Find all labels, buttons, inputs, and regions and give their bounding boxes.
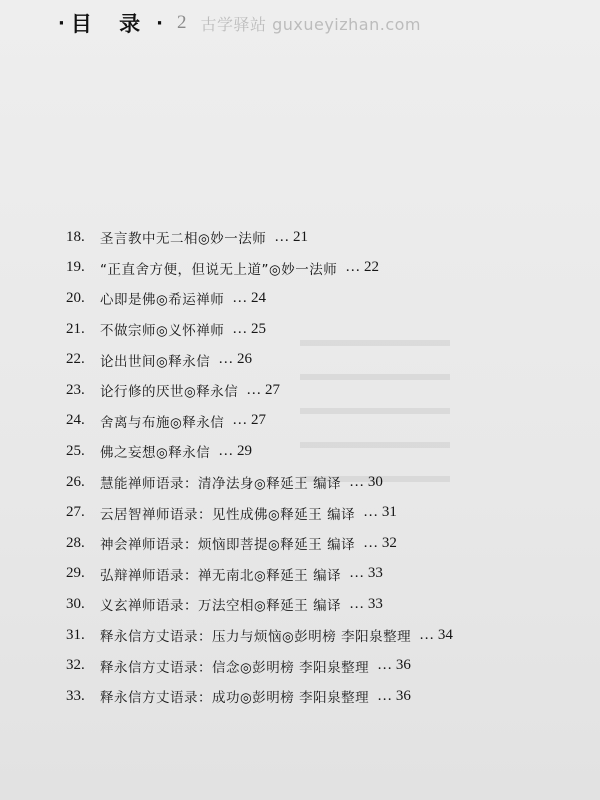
toc-entry[interactable] <box>66 528 566 559</box>
toc-entry-title: 论出世间◎释永信 <box>100 353 211 370</box>
toc-entry[interactable] <box>66 406 566 437</box>
toc-entry-title: 佛之妄想◎释永信 <box>100 445 211 462</box>
page-header <box>58 6 421 40</box>
toc-entry-page: … 29 <box>218 442 253 459</box>
toc-entry-page: … 22 <box>345 259 380 276</box>
toc-entry-title: 圣言教中无二相◎妙一法师 <box>100 231 267 248</box>
toc-entry-number: 23. <box>66 381 85 398</box>
toc-entry-title: 释永信方丈语录：压力与烦恼◎彭明榜 李阳泉整理 <box>100 629 412 646</box>
toc-entry-title: 神会禅师语录：烦恼即菩提◎释延王 编译 <box>100 537 356 554</box>
toc-entry-title: 舍离与布施◎释永信 <box>100 414 225 431</box>
toc-entry-number: 32. <box>66 657 85 674</box>
toc-entry[interactable] <box>66 222 566 253</box>
toc-entry-number: 20. <box>66 289 85 306</box>
toc-entry[interactable] <box>66 314 566 345</box>
toc-entry-page: … 36 <box>377 657 411 674</box>
header-bullet-left: · <box>58 12 65 34</box>
toc-entry-title: 慧能禅师语录：清净法身◎释延王 编译 <box>100 476 342 493</box>
toc-entry-number: 27. <box>66 504 85 521</box>
toc-entry-page: … 30 <box>349 473 383 490</box>
toc-entry-page: … 33 <box>349 595 383 612</box>
toc-entry-number: 19. <box>66 259 85 276</box>
toc-entry[interactable] <box>66 283 566 314</box>
toc-entry-title: 释永信方丈语录：信念◎彭明榜 李阳泉整理 <box>100 659 370 676</box>
toc-entry[interactable] <box>66 497 566 528</box>
toc-entry-number: 31. <box>66 626 85 643</box>
toc-entry-title: 论行修的厌世◎释永信 <box>100 384 239 401</box>
toc-entry-number: 22. <box>66 351 85 368</box>
toc-entry-page: … 24 <box>232 289 267 306</box>
toc-entry-title: 不做宗师◎义怀禅师 <box>100 323 225 340</box>
header-bullet-right: · <box>156 12 163 34</box>
toc-entry[interactable] <box>66 375 566 406</box>
toc-entry-page: … 32 <box>363 534 397 551</box>
toc-entry[interactable] <box>66 589 566 620</box>
toc-entry-page: … 27 <box>232 412 267 429</box>
toc-entry[interactable] <box>66 650 566 681</box>
toc-entry-page: … 36 <box>377 687 411 704</box>
toc-entry-title: 释永信方丈语录：成功◎彭明榜 李阳泉整理 <box>100 690 370 707</box>
site-watermark: 古学驿站 guxueyizhan.com <box>200 14 421 34</box>
toc-entry-number: 33. <box>66 687 85 704</box>
table-of-contents <box>66 222 566 712</box>
toc-entry[interactable] <box>66 559 566 590</box>
toc-entry-title: 云居智禅师语录：见性成佛◎释延王 编译 <box>100 506 356 523</box>
toc-entry-title: 弘辩禅师语录：禅无南北◎释延王 编译 <box>100 567 342 584</box>
toc-entry[interactable] <box>66 436 566 467</box>
toc-entry[interactable] <box>66 253 566 284</box>
toc-entry-page: … 21 <box>274 228 309 245</box>
toc-entry-title: 义玄禅师语录：万法空相◎释延王 编译 <box>100 598 342 615</box>
toc-entry-number: 29. <box>66 565 85 582</box>
toc-entry-page: … 31 <box>363 504 397 521</box>
page-title: 目 录 <box>70 12 151 36</box>
toc-entry[interactable] <box>66 620 566 651</box>
toc-entry-number: 21. <box>66 320 85 337</box>
toc-entry-page: … 27 <box>246 381 281 398</box>
toc-entry-number: 24. <box>66 412 85 429</box>
toc-entry[interactable] <box>66 681 566 712</box>
toc-entry-number: 26. <box>66 473 85 490</box>
toc-entry-page: … 34 <box>419 626 453 643</box>
toc-entry-number: 30. <box>66 595 85 612</box>
toc-entry-title: “正直舍方便，但说无上道”◎妙一法师 <box>100 261 338 278</box>
toc-entry[interactable] <box>66 467 566 498</box>
toc-entry-title: 心即是佛◎希运禅师 <box>100 292 225 309</box>
toc-entry-number: 28. <box>66 534 85 551</box>
page-number: 2 <box>177 12 187 33</box>
toc-entry-number: 25. <box>66 442 85 459</box>
toc-entry-page: … 25 <box>232 320 267 337</box>
toc-entry-number: 18. <box>66 228 85 245</box>
toc-entry-page: … 33 <box>349 565 383 582</box>
toc-entry[interactable] <box>66 344 566 375</box>
toc-entry-page: … 26 <box>218 351 253 368</box>
